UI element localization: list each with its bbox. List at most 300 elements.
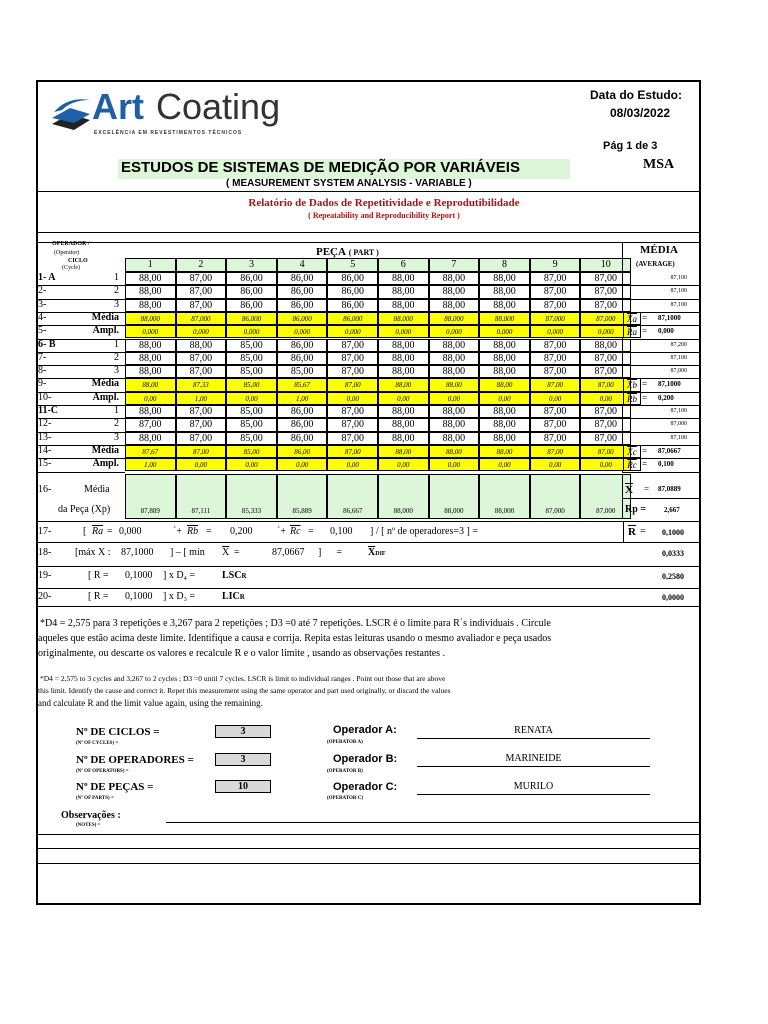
table-cell: 87,00 <box>530 285 581 298</box>
report-subtitle: ( Repeatability and Reproducibility Report ) <box>308 211 460 220</box>
row-label: 12- <box>38 418 52 430</box>
table-cell: 0,00 <box>580 392 631 405</box>
table-cell: 0,000 <box>327 325 378 338</box>
plus-2: ´+ <box>277 526 286 537</box>
table-cell: 87,00 <box>327 432 378 445</box>
avg-value: 87,100 <box>670 275 687 281</box>
grid-line <box>36 472 125 473</box>
divider <box>36 191 701 192</box>
part-mean-cell: 85,889 <box>277 474 328 519</box>
ops-sub: (Nº OF OPERATORS) = <box>76 769 129 774</box>
document-code: MSA <box>643 157 675 172</box>
part-number: 7 <box>429 258 480 272</box>
notes-line <box>36 863 701 864</box>
rp-symbol: Rp = <box>625 503 646 515</box>
table-cell: 88,000 <box>479 312 530 325</box>
rc-symbol: $\overline{Rc}$ <box>290 526 301 537</box>
row-label: 3- <box>38 298 47 310</box>
row-20-r: 0,1000 <box>125 591 153 602</box>
xdif-value: 0,0333 <box>662 549 684 558</box>
study-date: 08/03/2022 <box>610 106 671 120</box>
notes-en <box>38 673 451 709</box>
table-cell: 88,00 <box>429 418 480 431</box>
row-cycle: 2 <box>114 351 119 363</box>
study-date-label: Data do Estudo: <box>590 88 682 102</box>
lcl-text: LIC <box>222 591 240 602</box>
table-cell: 87,00 <box>530 272 581 285</box>
part-mean-text1: Média <box>84 483 110 495</box>
table-cell: 87,00 <box>580 365 631 378</box>
table-cell: 87,00 <box>580 418 631 431</box>
part-number: 8 <box>479 258 530 272</box>
cycles-sub: (Nº OF CYCLES) = <box>76 741 119 746</box>
table-cell: 86,00 <box>277 445 328 458</box>
row-19-text2: ] x D₄ = <box>163 570 196 581</box>
table-cell: 87,000 <box>176 312 227 325</box>
table-cell: 88,00 <box>378 378 429 391</box>
table-cell: 88,00 <box>479 378 530 391</box>
grid-line <box>622 472 701 473</box>
table-cell: 88,00 <box>378 432 429 445</box>
table-cell: 87,000 <box>580 312 631 325</box>
table-cell: 88,00 <box>125 352 176 365</box>
table-cell: 86,00 <box>277 352 328 365</box>
operator-b-label: Operador B: <box>333 753 398 765</box>
table-cell: 87,00 <box>176 365 227 378</box>
divider <box>36 606 701 607</box>
note-en-3: and calculate R and the limit value again, using the remaining. <box>38 698 263 708</box>
row-18-text1: [máx X : <box>75 547 111 558</box>
row-19-label: 19- <box>38 570 52 581</box>
avg-value: 87,100 <box>670 408 687 414</box>
table-cell: 88,00 <box>378 285 429 298</box>
table-cell: 0,00 <box>580 458 631 471</box>
table-cell: 86,000 <box>226 312 277 325</box>
operator-c-field[interactable]: MURILO <box>417 781 650 795</box>
table-cell: 0,00 <box>226 392 277 405</box>
ucl-text: LSC <box>222 570 242 581</box>
notes-pt <box>38 616 551 661</box>
table-cell: 88,00 <box>125 339 176 352</box>
table-cell: 86,00 <box>226 299 277 312</box>
eq: = <box>308 526 314 537</box>
operator-c-label: Operador C: <box>333 781 398 793</box>
table-cell: 86,00 <box>327 285 378 298</box>
note-en-1: *D4 = 2,575 to 3 cycles and 3,267 to 2 cycles ; D3 =0 until 7 cycles. LSCR is limit to individual ranges . Point out those that are above <box>40 674 446 683</box>
row-cycle: 1 <box>114 272 119 283</box>
table-cell: 88,00 <box>125 299 176 312</box>
table-cell: 88,00 <box>429 378 480 391</box>
table-cell: 0,00 <box>176 458 227 471</box>
table-cell: 88,00 <box>125 365 176 378</box>
table-cell: 0,00 <box>479 392 530 405</box>
eq: = <box>234 547 240 558</box>
part-mean-cell: 88,000 <box>378 474 429 519</box>
row-cycle: 2 <box>114 418 119 430</box>
row-label: 14- <box>38 444 52 456</box>
grid-line <box>36 242 701 243</box>
avg-value: 87,100 <box>670 301 687 308</box>
bracket: [ <box>83 526 87 537</box>
table-cell: 88,00 <box>479 299 530 312</box>
row-label: 5- <box>38 325 47 337</box>
table-cell: 86,000 <box>277 312 328 325</box>
note-pt-1: *D4 = 2,575 para 3 repetições e 3,267 para 2 repetições ; D3 =0 até 7 repetições. LSCR é o limite para R´s individuais . Circule <box>40 618 551 629</box>
part-mean-cell: 87,111 <box>176 474 227 519</box>
brand-secondary: Coating <box>156 86 281 127</box>
part-number: 9 <box>530 258 581 272</box>
avg-symbol: $\overline{Ra}$ <box>623 325 641 338</box>
part-number: 10 <box>580 258 631 272</box>
table-cell: 0,000 <box>378 325 429 338</box>
brand-primary: Art <box>92 86 144 127</box>
table-cell: 0,00 <box>530 392 581 405</box>
table-cell: 88,00 <box>479 418 530 431</box>
divider <box>36 542 701 543</box>
operator-b-field[interactable]: MARINEIDE <box>417 753 650 767</box>
table-cell: 0,00 <box>226 458 277 471</box>
part-header <box>316 246 379 258</box>
table-cell: 86,00 <box>226 272 277 285</box>
part-number: 2 <box>176 258 227 272</box>
table-cell: 88,00 <box>125 378 176 391</box>
table-cell: 88,00 <box>580 339 631 352</box>
table-cell: 88,00 <box>125 272 176 285</box>
part-mean-cell: 86,667 <box>327 474 378 519</box>
row-label: 1- A <box>38 272 56 283</box>
row-label: 9- <box>38 378 47 390</box>
table-cell: 86,00 <box>277 432 328 445</box>
table-cell: 88,00 <box>479 272 530 285</box>
avg-value: 87,100 <box>670 354 687 361</box>
row-18 <box>0 547 768 563</box>
table-cell: 87,00 <box>580 405 631 418</box>
table-cell: 86,00 <box>277 285 328 298</box>
table-cell: 87,00 <box>530 299 581 312</box>
parts-field[interactable]: 10 <box>215 780 271 793</box>
part-mean-text2: da Peça (Xp) <box>58 503 111 515</box>
xdif-x: $\overline{X}$ <box>368 547 376 558</box>
rbar-value: 0,1000 <box>662 528 684 537</box>
avg-eq: = <box>644 483 650 494</box>
table-cell: 87,00 <box>530 418 581 431</box>
table-cell: 0,00 <box>378 392 429 405</box>
table-cell: 88,00 <box>479 352 530 365</box>
divider <box>36 521 701 522</box>
table-cell: 88,00 <box>479 285 530 298</box>
part-mean-label: 16- <box>38 483 52 495</box>
table-cell: 85,00 <box>226 378 277 391</box>
table-cell: 87,00 <box>327 418 378 431</box>
avg-value: 87,100 <box>670 434 687 441</box>
notes-label: Observações : <box>61 810 121 821</box>
ra-symbol: $\overline{Ra}$ <box>92 526 104 537</box>
table-cell: 0,00 <box>327 392 378 405</box>
table-cell: 88,00 <box>429 405 480 418</box>
operator-b-sub: (OPERATOR B) <box>327 769 363 774</box>
ops-label: Nº DE OPERADORES = <box>76 754 194 766</box>
table-cell: 85,00 <box>277 365 328 378</box>
operator-label: OPERADOR / <box>52 241 90 247</box>
row-18-label: 18- <box>38 547 52 558</box>
table-cell: 88,00 <box>378 418 429 431</box>
part-mean-cell: 88,000 <box>479 474 530 519</box>
part-number: 5 <box>327 258 378 272</box>
avg-eq: = <box>642 379 648 390</box>
row-cycle: 3 <box>114 298 119 310</box>
table-cell: 88,00 <box>479 445 530 458</box>
table-cell: 87,00 <box>530 445 581 458</box>
note-pt-2: aqueles que estão acima deste limite. Identifique a causa e corrija. Repita estas leituras usando o mesmo avaliador e peça usados <box>38 633 552 644</box>
table-cell: 88,00 <box>378 299 429 312</box>
row-cycle: Média <box>91 311 119 323</box>
row-17-tail: ] / [ nº de operadores=3 ] = <box>370 526 478 537</box>
min-x-symbol: $\overline{X}$ <box>222 547 230 558</box>
cycles-field[interactable]: 3 <box>215 725 271 738</box>
table-cell: 87,000 <box>530 312 581 325</box>
table-cell: 87,00 <box>176 418 227 431</box>
notes-sub: (NOTES) = <box>76 823 101 828</box>
row-cycle: 1 <box>114 405 119 416</box>
avg-symbol: $\overline{Rc}$ <box>623 458 641 471</box>
operator-c-sub: (OPERATOR C) <box>327 796 364 801</box>
table-cell: 0,000 <box>125 325 176 338</box>
part-label: PEÇA <box>316 246 346 258</box>
note-pt-3: originalmente, ou descarte os valores e recalcule R e o valor limite , usando as observações restantes . <box>38 648 446 659</box>
divider <box>36 566 701 567</box>
table-cell: 86,000 <box>327 312 378 325</box>
table-cell: 87,00 <box>530 352 581 365</box>
table-cell: 87,00 <box>176 299 227 312</box>
average-sub: (AVERAGE) <box>636 260 675 268</box>
avg-value: 87,100 <box>670 288 687 295</box>
table-cell: 0,000 <box>176 325 227 338</box>
table-cell: 87,00 <box>125 418 176 431</box>
table-cell: 88,00 <box>125 285 176 298</box>
min-x-value: 87,0667 <box>272 547 305 558</box>
part-mean-cell: 88,000 <box>429 474 480 519</box>
xbar-value: 87,0889 <box>658 484 681 493</box>
table-cell: 0,000 <box>277 325 328 338</box>
cycles-label: Nº DE CICLOS = <box>76 726 160 738</box>
table-cell: 87,00 <box>580 299 631 312</box>
table-cell: 0,00 <box>125 392 176 405</box>
row-19-r: 0,1000 <box>125 570 153 581</box>
table-cell: 87,00 <box>176 432 227 445</box>
table-cell: 88,00 <box>378 445 429 458</box>
row-20-text2: ] x D₃ = <box>163 591 196 602</box>
table-cell: 86,00 <box>277 339 328 352</box>
table-cell: 88,00 <box>378 405 429 418</box>
xbar-symbol: $\overline{X}$ <box>625 483 633 496</box>
eq: = <box>206 526 212 537</box>
table-cell: 0,000 <box>530 325 581 338</box>
avg-eq: = <box>642 445 648 456</box>
lcl-value: 0,0000 <box>662 593 684 602</box>
row-cycle: 1 <box>114 338 119 350</box>
row-20 <box>0 591 768 607</box>
row-18-text2: ] – [ mín <box>170 547 205 558</box>
page-subtitle: ( MEASUREMENT SYSTEM ANALYSIS - VARIABLE ) <box>226 178 472 189</box>
table-cell: 87,00 <box>530 365 581 378</box>
table-cell: 86,00 <box>277 272 328 285</box>
rb-value: 0,200 <box>230 526 253 537</box>
row-19-text1: [ R = <box>88 570 109 581</box>
table-cell: 87,00 <box>530 432 581 445</box>
table-cell: 85,00 <box>226 445 277 458</box>
table-cell: 87,00 <box>580 445 631 458</box>
table-cell: 88,00 <box>176 339 227 352</box>
page-number: Pág 1 de 3 <box>603 140 658 152</box>
table-cell: 88,00 <box>479 339 530 352</box>
row-17-label: 17- <box>38 526 52 537</box>
table-cell: 0,000 <box>580 325 631 338</box>
avg-value: 87,0667 <box>658 446 681 455</box>
table-cell: 88,00 <box>378 272 429 285</box>
row-cycle: Ampl. <box>92 458 119 470</box>
part-mean-cell: 87,000 <box>580 474 631 519</box>
table-cell: 88,000 <box>378 312 429 325</box>
table-cell: 88,00 <box>429 272 480 285</box>
row-cycle: 3 <box>114 431 119 443</box>
row-label: 11-C <box>38 405 58 416</box>
table-cell: 86,00 <box>327 272 378 285</box>
row-17-box <box>623 522 701 542</box>
table-cell: 87,00 <box>327 339 378 352</box>
part-number: 1 <box>125 258 176 272</box>
table-cell: 0,000 <box>429 325 480 338</box>
rp-value: 2,667 <box>664 505 680 514</box>
logo-swoosh-icon <box>50 94 92 130</box>
table-cell: 86,00 <box>277 418 328 431</box>
row-label: 4- <box>38 311 47 323</box>
table-cell: 85,00 <box>226 339 277 352</box>
notes-line <box>36 848 701 849</box>
row-label: 15- <box>38 458 52 470</box>
table-cell: 86,00 <box>277 299 328 312</box>
table-cell: 85,00 <box>226 405 277 418</box>
close-eq: ] = <box>318 547 342 558</box>
table-cell: 88,00 <box>429 352 480 365</box>
table-cell: 1,00 <box>125 458 176 471</box>
notes-line <box>36 834 701 835</box>
rb-symbol: $\overline{Rb}$ <box>187 526 199 537</box>
avg-value: 87,000 <box>670 421 687 428</box>
note-en-2: this limit. Identify the cause and correct it. Repet this measurement using the same operator and part used originally, or discard the values <box>38 686 451 695</box>
row-cycle: Ampl. <box>92 391 119 403</box>
table-cell: 0,00 <box>429 458 480 471</box>
table-cell: 85,00 <box>226 418 277 431</box>
table-cell: 88,000 <box>429 312 480 325</box>
table-cell: 0,00 <box>378 458 429 471</box>
table-cell: 1,00 <box>277 392 328 405</box>
table-cell: 0,00 <box>530 458 581 471</box>
table-cell: 88,00 <box>479 365 530 378</box>
part-mean-cell: 85,333 <box>226 474 277 519</box>
operator-sub: (Operator) <box>54 250 80 256</box>
row-cycle: Ampl. <box>92 325 119 337</box>
row-cycle: 3 <box>114 365 119 377</box>
divider <box>36 232 701 233</box>
row-label: 10- <box>38 391 52 403</box>
table-cell: 87,00 <box>176 272 227 285</box>
grid-vline <box>622 474 623 519</box>
avg-value: 87,1000 <box>658 380 681 389</box>
max-x-value: 87,1000 <box>121 547 154 558</box>
table-cell: 88,00 <box>378 352 429 365</box>
row-label: 2- <box>38 285 47 297</box>
row-20-text1: [ R = <box>88 591 109 602</box>
parts-sub: (Nº OF PARTS) = <box>76 796 114 801</box>
table-cell: 85,00 <box>226 432 277 445</box>
artcoating-logo <box>50 86 281 140</box>
avg-symbol: $\overline{Xa}$ <box>623 312 641 325</box>
table-cell: 87,00 <box>327 365 378 378</box>
eq: = <box>107 526 113 537</box>
row-cycle: 2 <box>114 285 119 297</box>
row-19 <box>0 570 768 586</box>
avg-value: 87,1000 <box>658 313 681 322</box>
table-cell: 87,00 <box>176 285 227 298</box>
table-cell: 87,00 <box>530 378 581 391</box>
part-mean-cell: 87,889 <box>125 474 176 519</box>
table-cell: 88,00 <box>429 432 480 445</box>
table-cell: 87,00 <box>176 445 227 458</box>
avg-symbol: $\overline{Xb}$ <box>623 378 641 391</box>
avg-eq: = <box>642 326 648 337</box>
table-cell: 0,00 <box>327 458 378 471</box>
table-cell: 88,00 <box>125 405 176 418</box>
ops-field[interactable]: 3 <box>215 753 271 766</box>
table-cell: 88,00 <box>429 445 480 458</box>
table-cell: 86,00 <box>277 405 328 418</box>
row-20-label: 20- <box>38 591 52 602</box>
table-cell: 86,00 <box>226 285 277 298</box>
row-label: 13- <box>38 431 52 443</box>
table-cell: 0,00 <box>429 392 480 405</box>
parts-label: Nº DE PEÇAS = <box>76 781 154 793</box>
eq: = <box>640 526 646 537</box>
table-cell: 87,00 <box>530 339 581 352</box>
table-cell: 0,00 <box>479 458 530 471</box>
cycle-sub: (Cycle) <box>62 265 80 271</box>
table-cell: 85,00 <box>226 365 277 378</box>
ucl-label <box>222 570 247 581</box>
notes-field[interactable] <box>166 822 700 823</box>
rbar-symbol: $\overline{R}$ <box>628 526 636 538</box>
part-mean-cell: 87,000 <box>530 474 581 519</box>
table-cell: 88,00 <box>429 299 480 312</box>
row-cycle: Média <box>91 444 119 456</box>
lcl-sub: R <box>239 593 245 601</box>
ra-value: 0,000 <box>119 526 142 537</box>
avg-eq: = <box>642 392 648 403</box>
report-title: Relatório de Dados de Repetitividade e Reprodutibilidade <box>248 197 520 209</box>
table-cell: 88,00 <box>378 365 429 378</box>
table-cell: 87,00 <box>327 352 378 365</box>
table-cell: 88,00 <box>479 432 530 445</box>
row-label: 6- B <box>38 338 56 350</box>
avg-value: 0,000 <box>658 327 674 336</box>
avg-eq: = <box>642 459 648 470</box>
table-cell: 87,00 <box>580 352 631 365</box>
operator-a-field[interactable]: RENATA <box>417 725 650 739</box>
table-cell: 88,00 <box>429 285 480 298</box>
table-cell: 88,00 <box>125 432 176 445</box>
cycle-label: CICLO <box>68 258 88 264</box>
table-cell: 88,00 <box>429 339 480 352</box>
table-cell: 1,00 <box>176 392 227 405</box>
